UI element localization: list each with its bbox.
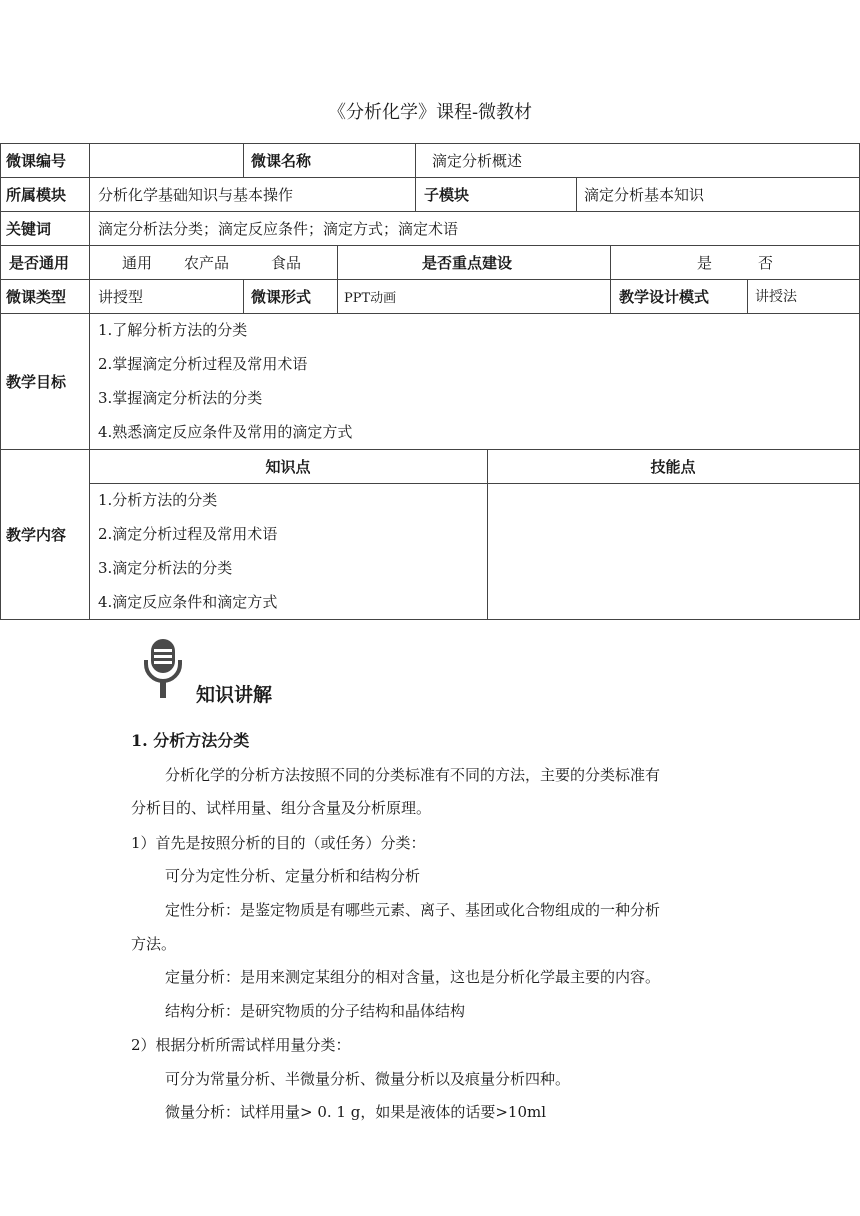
key-build-label: 是否重点建设 xyxy=(422,253,513,272)
paragraph-intro: 分析化学的分析方法按照不同的分类标准有不同的方法，主要的分类标准有 xyxy=(165,766,661,784)
course-name-label: 微课名称 xyxy=(251,151,312,170)
section-title: 知识讲解 xyxy=(196,684,273,706)
structural-analysis: 结构分析：是研究物质的分子结构和晶体结构 xyxy=(165,1002,466,1020)
keywords-value: 滴定分析法分类；滴定反应条件；滴定方式；滴定术语 xyxy=(98,219,459,238)
item-purpose-desc: 可分为定性分析、定量分析和结构分析 xyxy=(165,867,421,885)
course-code-label: 微课编号 xyxy=(6,151,67,170)
list-item: 2.滴定分析过程及常用术语 xyxy=(98,525,278,543)
quantitative-analysis: 定量分析：是用来测定某组分的相对含量，这也是分析化学最主要的内容。 xyxy=(165,968,661,986)
option-yes: 是 xyxy=(697,253,713,272)
list-item: 3.掌握滴定分析法的分类 xyxy=(98,389,263,407)
submodule-value: 滴定分析基本知识 xyxy=(584,185,705,204)
list-item: 1.了解分析方法的分类 xyxy=(98,321,248,339)
list-item: 1.分析方法的分类 xyxy=(98,491,218,509)
teaching-content-label: 教学内容 xyxy=(6,525,67,544)
list-item: 3.滴定分析法的分类 xyxy=(98,559,233,577)
option-agricultural: 农产品 xyxy=(184,253,230,272)
course-type-value: 讲授型 xyxy=(98,287,144,306)
option-food: 食品 xyxy=(271,253,302,272)
design-mode-label: 教学设计模式 xyxy=(619,287,710,306)
item-sample-size-classification: 2）根据分析所需试样用量分类： xyxy=(131,1036,351,1054)
item-purpose-classification: 1）首先是按照分析的目的（或任务）分类： xyxy=(131,834,426,852)
general-label: 是否通用 xyxy=(9,253,70,272)
course-info-table xyxy=(0,143,860,619)
micro-analysis: 微量分析：试样用量> 0. 1 g，如果是液体的话要>10ml xyxy=(165,1103,547,1121)
course-form-value: PPT动画 xyxy=(344,290,397,306)
course-name-value: 滴定分析概述 xyxy=(432,151,523,170)
teaching-goals-list xyxy=(98,313,352,449)
option-general: 通用 xyxy=(122,253,153,272)
document-title: 《分析化学》课程-微教材 xyxy=(327,102,533,123)
keywords-label: 关键词 xyxy=(6,219,52,238)
skill-points-header: 技能点 xyxy=(650,457,696,476)
heading-analysis-classification: 1. 分析方法分类 xyxy=(131,731,250,750)
item-sample-size-desc: 可分为常量分析、半微量分析、微量分析以及痕量分析四种。 xyxy=(165,1070,571,1088)
knowledge-points-header: 知识点 xyxy=(265,457,311,476)
list-item: 4.熟悉滴定反应条件及常用的滴定方式 xyxy=(98,423,353,441)
teaching-goals-label: 教学目标 xyxy=(6,372,67,391)
course-type-label: 微课类型 xyxy=(6,287,67,306)
list-item: 2.掌握滴定分析过程及常用术语 xyxy=(98,355,308,373)
microphone-icon xyxy=(144,638,182,700)
submodule-label: 子模块 xyxy=(424,185,470,204)
paragraph-intro-cont: 分析目的、试样用量、组分含量及分析原理。 xyxy=(131,799,432,817)
module-value: 分析化学基础知识与基本操作 xyxy=(98,185,294,204)
qualitative-analysis-cont: 方法。 xyxy=(131,935,177,953)
option-no: 否 xyxy=(758,253,774,272)
course-form-label: 微课形式 xyxy=(251,287,312,306)
list-item: 4.滴定反应条件和滴定方式 xyxy=(98,593,278,611)
knowledge-points-list xyxy=(98,483,277,619)
module-label: 所属模块 xyxy=(6,185,67,204)
qualitative-analysis: 定性分析：是鉴定物质是有哪些元素、离子、基团或化合物组成的一种分析 xyxy=(165,901,661,919)
design-mode-value: 讲授法 xyxy=(755,289,797,305)
